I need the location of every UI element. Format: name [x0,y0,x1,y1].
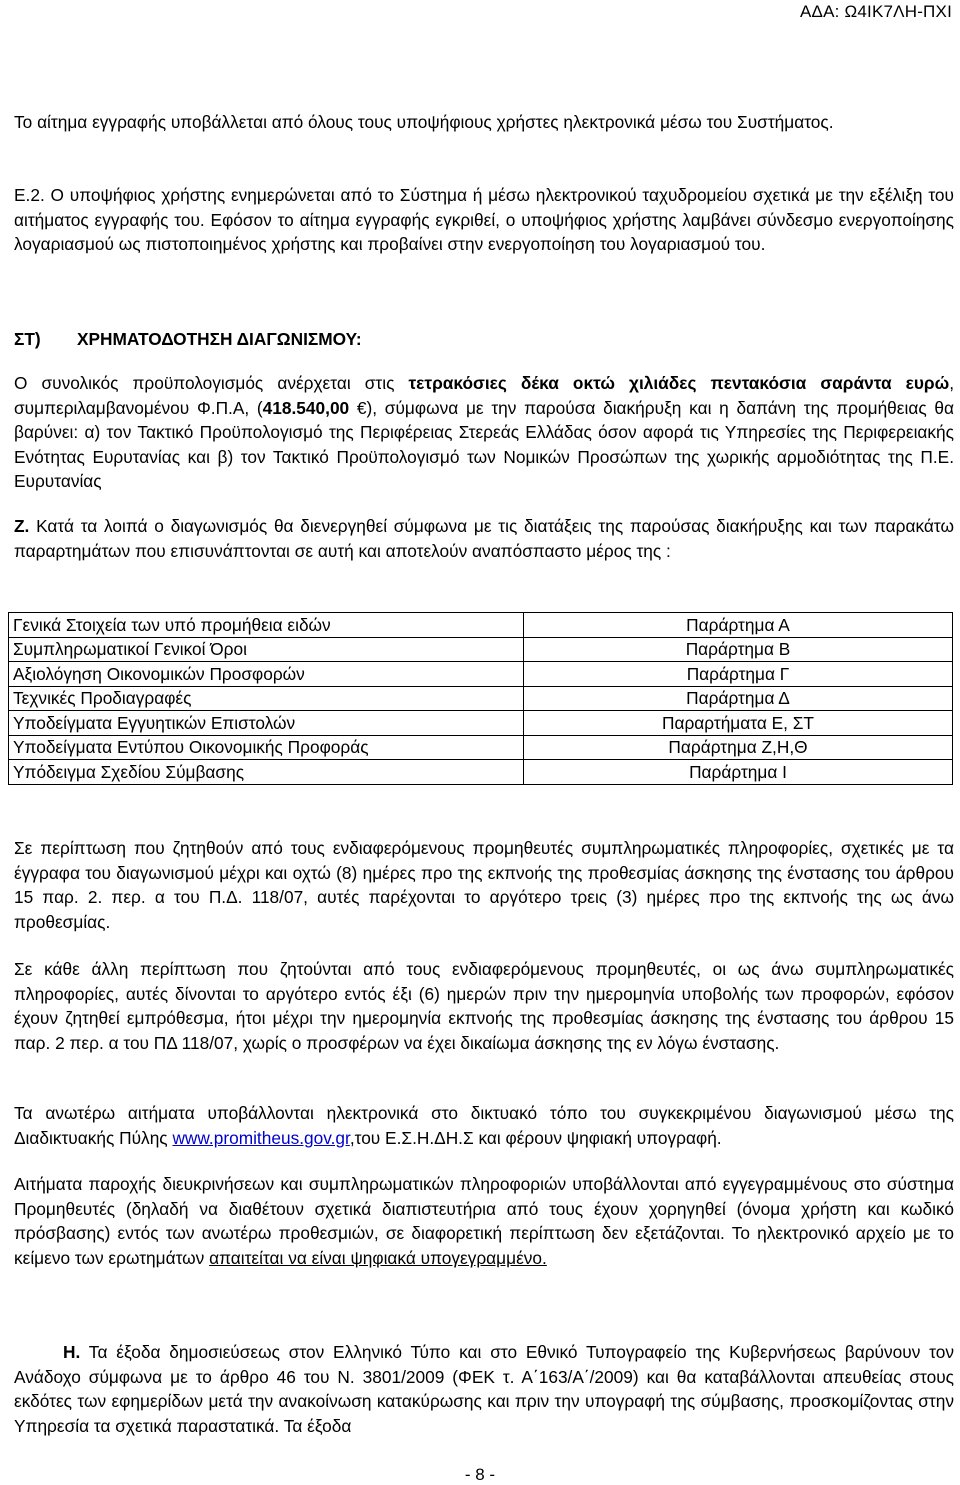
annex-name: Υπόδειγμα Σχεδίου Σύμβασης [9,760,524,785]
paragraph-text: Ε.2. Ο υποψήφιος χρήστης ενημερώνεται από το Σύστημα ή μέσω ηλεκτρονικού ταχυδρομείου σχετικά με την εξέλιξη του αιτήματος εγγραφής του. Εφόσον το αίτημα εγγραφής εγκριθεί, ο υποψήφιος χρήστης λαμβάνει σύνδεσμο ενεργοποίησης λογαριασμού ως πιστοποιημένος χρήστης και προβαίνει στην ενεργοποίηση του λογαριασμού του. [14,185,954,255]
table-row [9,711,953,736]
annex-name: Αξιολόγηση Οικονομικών Προσφορών [9,662,524,687]
paragraph-body: Κατά τα λοιπά ο διαγωνισμός θα διενεργηθεί σύμφωνα με τις διατάξεις της παρούσας διακήρυξης και των παρακάτω παραρτημάτων που επισυνάπτονται σε αυτή και αποτελούν αναπόσπαστο μέρος της : [14,516,954,561]
annex-name: Τεχνικές Προδιαγραφές [9,686,524,711]
annex-name: Γενικά Στοιχεία των υπό προμήθεια ειδών [9,613,524,638]
paragraph-clarifications [14,836,954,934]
section-letter: Η. [63,1342,81,1362]
paragraph-z [14,514,954,563]
budget-amount-words: τετρακόσιες δέκα οκτώ χιλιάδες πεντακόσια σαράντα ευρώ [408,373,950,393]
section-number: ΣΤ) [14,329,41,349]
page-number: - 8 - [464,1465,496,1484]
paragraph-text [14,371,954,494]
paragraph-text: Σε περίπτωση που ζητηθούν από τους ενδιαφερόμενους προμηθευτές συμπληρωματικές πληροφορίες, σχετικές με τα έγγραφα του διαγωνισμού μέχρι και οχτώ (8) ημέρες προ της εκπνοής της προθεσμίας άσκησης της ένστασης του άρθρου 15 παρ. 2. περ. α του Π.Δ. 118/07, αυτές παρέχονται το αργότερο τρεις (3) ημέρες προ της εκπνοής της ως άνω προθεσμίας. [14,838,954,932]
table-row [9,735,953,760]
annex-reference: Παράρτημα Γ [524,662,953,687]
paragraph-other-cases [14,957,954,1055]
promitheus-link[interactable]: www.promitheus.gov.gr [172,1127,350,1148]
budget-text: €), σύμφωνα με την παρούσα διακήρυξη και η δαπάνη της προμήθειας θα βαρύνει: α) τον Τακτικό Προϋπολογισμό της Περιφέρειας Στερεάς Ελλάδας όσον αφορά τις Υπηρεσίες της Περιφερειακής Ενότητας Ευρυτανίας και β) τον Τακτικό Προϋπολογισμό των Νομικών Προσώπων της χωρικής αρμοδιότητας της Π.Ε. Ευρυτανίας [14,397,954,492]
paragraph-electronic-submission [14,1101,954,1150]
budget-text: Ο συνολικός προϋπολογισμός ανέρχεται στις [14,373,409,393]
budget-amount-number: 418.540,00 [262,397,350,418]
paragraph-text: Σε κάθε άλλη περίπτωση που ζητούνται από τους ενδιαφερόμενους προμηθευτές, οι ως άνω συμπληρωματικές πληροφορίες, αυτές δίνονται το αργότερο εντός έξι (6) ημερών πριν την ημερομηνία υποβολής των προφορών, εφόσον έχουν ζητηθεί εμπρόθεσμα, ήτοι μέχρι την ημερομηνία εκπνοής της προθεσμίας άσκησης της ένστασης του άρθρου 15 παρ. 2 περ. α του ΠΔ 118/07, χωρίς ο προσφέρων να έχει δικαίωμα άσκησης της εν λόγω ένστασης. [14,959,954,1053]
annex-name: Υποδείγματα Εντύπου Οικονομικής Προφοράς [9,735,524,760]
section-letter: Ζ. [14,516,30,536]
ada-code: ΑΔΑ: Ω4ΙΚ7ΛΗ-ΠΧΙ [800,2,952,21]
table-row [9,662,953,687]
signature-requirement: απαιτείται να είναι ψηφιακά υπογεγραμμένο. [209,1247,547,1268]
paragraph-body: Τα έξοδα δημοσιεύσεως στον Ελληνικό Τύπο και στο Εθνικό Τυπογραφείο της Κυβερνήσεως βαρύνουν τον Ανάδοχο σύμφωνα με το άρθρο 46 του Ν. 3801/2009 (ΦΕΚ τ. Α΄163/Α΄/2009) και θα καταβάλλονται απευθείας στους εκδότες των εφημερίδων μετά την ανακοίνωση κατακύρωσης και πριν την υπογραφή της σύμβασης, προσκομίζοντας στην Υπηρεσία τα σχετικά παραστατικά. Τα έξοδα [14,1342,954,1436]
annex-reference: Παράρτημα Ι [524,760,953,785]
paragraph-text [14,1340,954,1438]
annex-reference: Παράρτημα Β [524,637,953,662]
table-row [9,637,953,662]
paragraph-body: ,του Ε.Σ.Η.ΔΗ.Σ και φέρουν ψηφιακή υπογραφή. [349,1127,722,1148]
paragraph-budget [14,371,954,494]
annex-name: Υποδείγματα Εγγυητικών Επιστολών [9,711,524,736]
annex-reference: Παράρτημα Α [524,613,953,638]
annex-reference: Παραρτήματα Ε, ΣΤ [524,711,953,736]
section-title: ΧΡΗΜΑΤΟΔΟΤΗΣΗ ΔΙΑΓΩΝΙΣΜΟΥ: [77,329,362,349]
paragraph-text: Το αίτημα εγγραφής υποβάλλεται από όλους τους υποψήφιους χρήστες ηλεκτρονικά μέσω του Συστήματος. [14,112,834,132]
paragraph-h [14,1340,954,1438]
paragraph-requests [14,1172,954,1270]
table-row [9,760,953,785]
paragraph-text [14,514,954,563]
annex-table [8,612,953,785]
paragraph-registration [14,110,954,135]
annex-reference: Παράρτημα Δ [524,686,953,711]
annex-name: Συμπληρωματικοί Γενικοί Όροι [9,637,524,662]
paragraph-text [14,1101,954,1150]
table-row [9,613,953,638]
paragraph-e2 [14,183,954,257]
budget-text: , συμπεριλαμβανομένου Φ.Π.Α, ( [14,373,955,418]
table-row [9,686,953,711]
paragraph-body: Τα ανωτέρω αιτήματα υποβάλλονται ηλεκτρονικά στο δικτυακό τόπο του συγκεκριμένου διαγωνισμού μέσω της Διαδικτυακής Πύλης [14,1103,954,1148]
annex-reference: Παράρτημα Ζ,Η,Θ [524,735,953,760]
paragraph-body: Αιτήματα παροχής διευκρινήσεων και συμπληρωματικών πληροφοριών υποβάλλονται από εγγεγραμμένους στο σύστημα Προμηθευτές (δηλαδή να διαθέτουν σχετικά διαπιστευτήρια από τους έχουν χορηγηθεί (όνομα χρήστη και κωδικό πρόσβασης) εντός των ανωτέρω προθεσμιών, σε διαφορετική περίπτωση δεν εξετάζονται. Το ηλεκτρονικό αρχείο με το κείμενο των ερωτημάτων [14,1174,954,1268]
section-heading-financing [14,327,362,351]
paragraph-text [14,1172,954,1270]
